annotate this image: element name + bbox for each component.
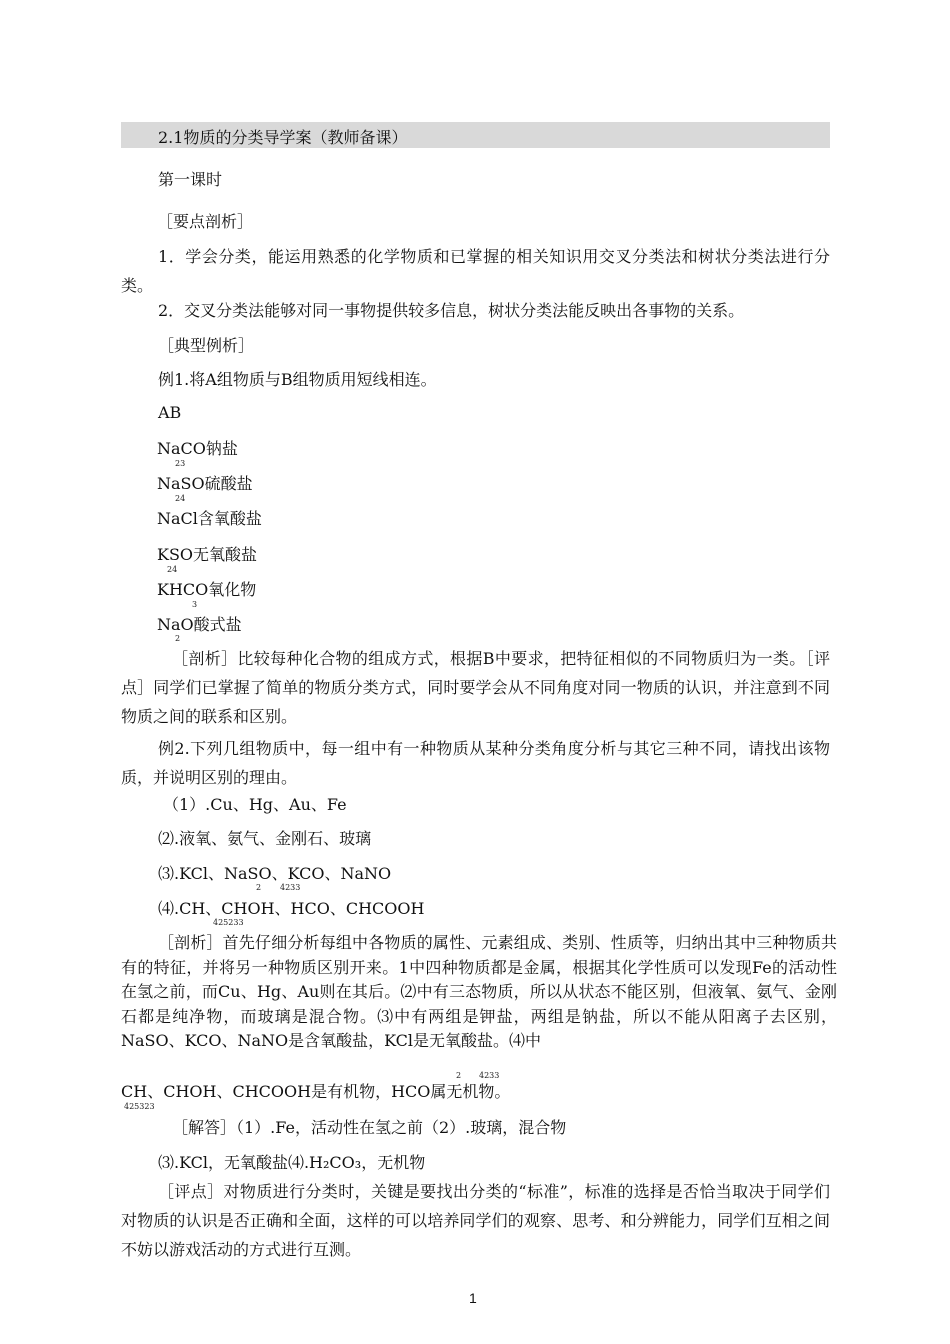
example2-item-3: ⑶.KCl、NaSO、KCO、NaNO [158,864,392,883]
row-subscript: 23 [175,459,186,468]
examples-heading: ［典型例析］ [158,336,255,355]
example1-row [157,545,257,565]
row-a: NaCO [157,439,206,458]
key-point-1: 1．学会分类，能运用熟悉的化学物质和已掌握的相关知识用交叉分类法和树状分类法进行分类。 [121,247,830,295]
row-b: 含氧酸盐 [197,509,262,528]
answer-line-1: ［解答］（1）.Fe，活动性在氢之前（2）.玻璃，混合物 [172,1118,567,1137]
item3-subscript: 4233 [280,883,301,892]
row-b: 无氧酸盐 [193,545,258,564]
answer-line-2: ⑶.KCl，无氧酸盐⑷.H₂CO₃，无机物 [158,1153,426,1172]
lesson-label: 第一课时 [158,170,223,189]
row-b: 钠盐 [205,439,238,458]
row-subscript: 24 [167,565,178,574]
analysis-tail-subscript: 425323 [124,1102,155,1111]
key-point-2: 2．交叉分类法能够对同一事物提供较多信息，树状分类法能反映出各事物的关系。 [158,301,745,320]
example1-row [157,474,253,494]
document-title: 2.1物质的分类导学案（教师备课） [158,128,408,147]
title-bar [121,122,830,148]
item4-subscript: 425233 [213,918,244,927]
example1-header: AB [158,403,182,422]
example2-question: 例2.下列几组物质中，每一组中有一种物质从某种分类角度分析与其它三种不同，请找出该物质，并说明区别的理由。 [121,739,830,787]
row-subscript: 2 [175,634,181,643]
key-points-heading: ［要点剖析］ [157,212,254,231]
example1-row [157,439,238,459]
example1-analysis: ［剖析］比较每种化合物的组成方式，根据B中要求，把特征相似的不同物质归为一类。［评点］同学们已掌握了简单的物质分类方式，同时要学会从不同角度对同一物质的认识，并注意到不同物质之间的联系和区别。 [121,649,830,726]
example2-comment: ［评点］对物质进行分类时，关键是要找出分类的“标准”，标准的选择是否恰当取决于同学们对物质的认识是否正确和全面，这样的可以培养同学们的观察、思考、和分辨能力，同学们互相之间不妨以游戏活动的方式进行互测。 [121,1182,830,1259]
row-a: NaO [157,615,194,634]
row-a: NaSO [157,474,205,493]
item3-subscript: 2 [256,883,262,892]
example2-analysis: ［剖析］首先仔细分析每组中各物质的属性、元素组成、类别、性质等，归纳出其中三种物质共有的特征，并将另一种物质区别开来。1中四种物质都是金属，根据其化学性质可以发现Fe的活动性在氢之前，而Cu、Hg、Au则在其后。⑵中有三态物质，所以从状态不能区别，但液氧、氨气、金刚石都是纯净物，而玻璃是混合物。⑶中有两组是钾盐，两组是钠盐，所以不能从阳离子去区别，NaSO、KCO、NaNO是含氧酸盐，KCl是无氧酸盐。⑷中 [121,933,837,1050]
row-a: KHCO [157,580,209,599]
example2-item-2: ⑵.液氧、氨气、金刚石、玻璃 [158,829,372,848]
example1-row [157,580,256,600]
example1-row [157,615,242,635]
example2-item-1: （1）.Cu、Hg、Au、Fe [163,795,347,814]
page-number: 1 [469,1290,477,1306]
row-a: KSO [157,545,194,564]
example1-row [157,509,262,529]
analysis-subscript: 2 [456,1071,462,1080]
example1-question: 例1.将A组物质与B组物质用短线相连。 [158,370,437,389]
analysis-subscript: 4233 [479,1071,500,1080]
row-subscript: 24 [175,494,186,503]
row-b: 氧化物 [208,580,257,599]
row-subscript: 3 [192,600,198,609]
row-b: 酸式盐 [193,615,242,634]
row-a: NaCl [157,509,198,528]
row-b: 硫酸盐 [204,474,253,493]
example2-analysis-tail: CH、CHOH、CHCOOH是有机物，HCO属无机物。 [121,1082,511,1101]
example2-item-4: ⑷.CH、CHOH、HCO、CHCOOH [158,899,425,918]
